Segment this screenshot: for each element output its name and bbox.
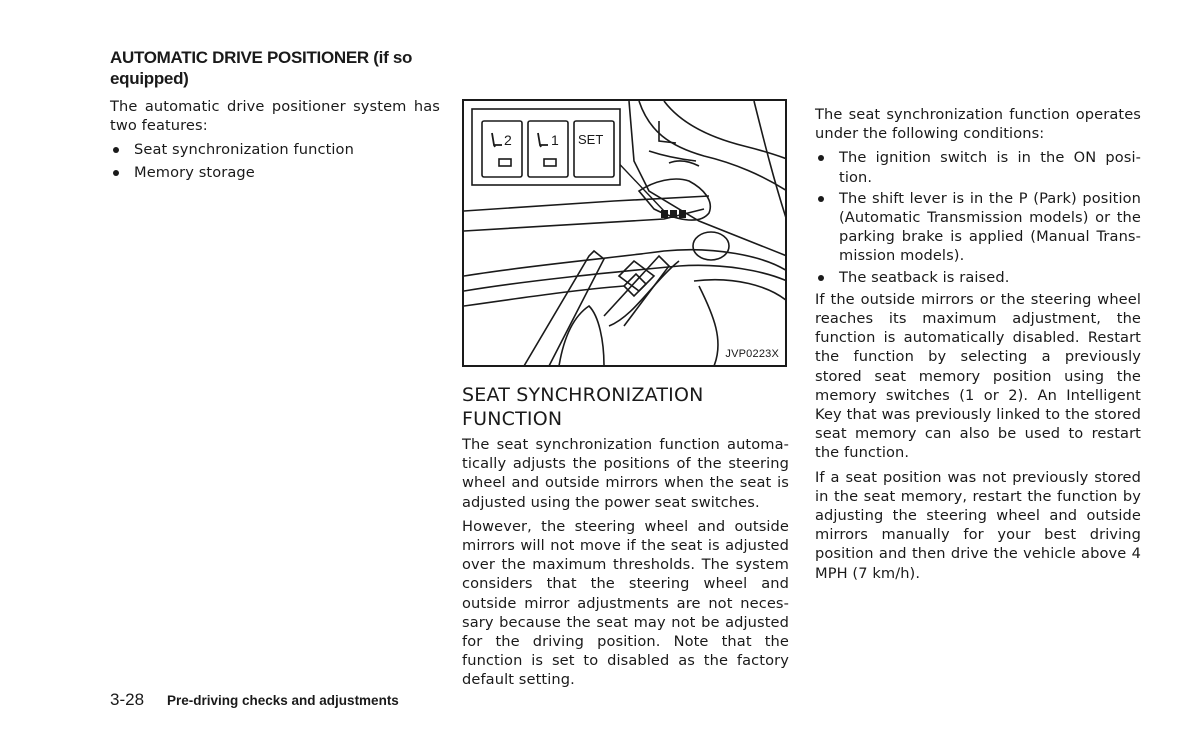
door-switch-illustration [462, 99, 787, 367]
conditions-list [815, 148, 1141, 286]
page-number: 3-28 [110, 690, 145, 709]
paragraph: However, the steering wheel and outside mirrors will not move if the seat is adjusted over the maximum thresholds. The system considers that the steering wheel and outside mirror adjustments are not neces-sary because the seat may not be adjusted for the driving position. Note that the function is set to disabled as the factory default setting. [462, 517, 789, 689]
left-column [110, 97, 440, 182]
figure-code: JVP0223X [725, 348, 779, 360]
door-panel-drawing [464, 101, 787, 367]
footer-section-title: Pre-driving checks and adjustments [167, 693, 399, 708]
list-item: The shift lever is in the P (Park) position (Automatic Transmission models) or the parking brake is applied (Manual Trans-mission models). [815, 189, 1141, 266]
intro-text: The automatic drive positioner system has two features: [110, 98, 440, 135]
middle-column [462, 383, 789, 690]
list-item: Seat synchronization function [110, 140, 440, 159]
right-column [815, 105, 1141, 583]
conditions-intro: The seat synchronization function operates under the following conditions: [815, 106, 1141, 143]
list-item: The ignition switch is in the ON posi-tion. [815, 148, 1141, 186]
memory-1-label: 1 [551, 132, 559, 148]
paragraph: If the outside mirrors or the steering wheel reaches its maximum adjustment, the function is automatically disabled. Restart the function by selecting a previously stored seat memory position using the memory switches (1 or 2). An Intelligent Key that was previously linked to the stored seat memory can also be used to restart the function. [815, 290, 1141, 462]
list-item: The seatback is raised. [815, 268, 1141, 287]
paragraph: If a seat position was not previously stored in the seat memory, restart the function by adjusting the steering wheel and outside mirrors manually for your best driving position and then drive the vehicle above 4 MPH (7 km/h). [815, 468, 1141, 582]
section-title: SEAT SYNCHRONIZATION FUNCTION [462, 384, 704, 430]
paragraph: The seat synchronization function automa-tically adjusts the positions of the steering wheel and outside mirrors when the seat is adjusted using the power seat switches. [462, 436, 789, 511]
memory-2-label: 2 [504, 132, 512, 148]
feature-list [110, 140, 440, 181]
page-heading: AUTOMATIC DRIVE POSITIONER (if so equipped) [110, 48, 413, 88]
set-label: SET [578, 132, 604, 147]
list-item: Memory storage [110, 163, 440, 182]
